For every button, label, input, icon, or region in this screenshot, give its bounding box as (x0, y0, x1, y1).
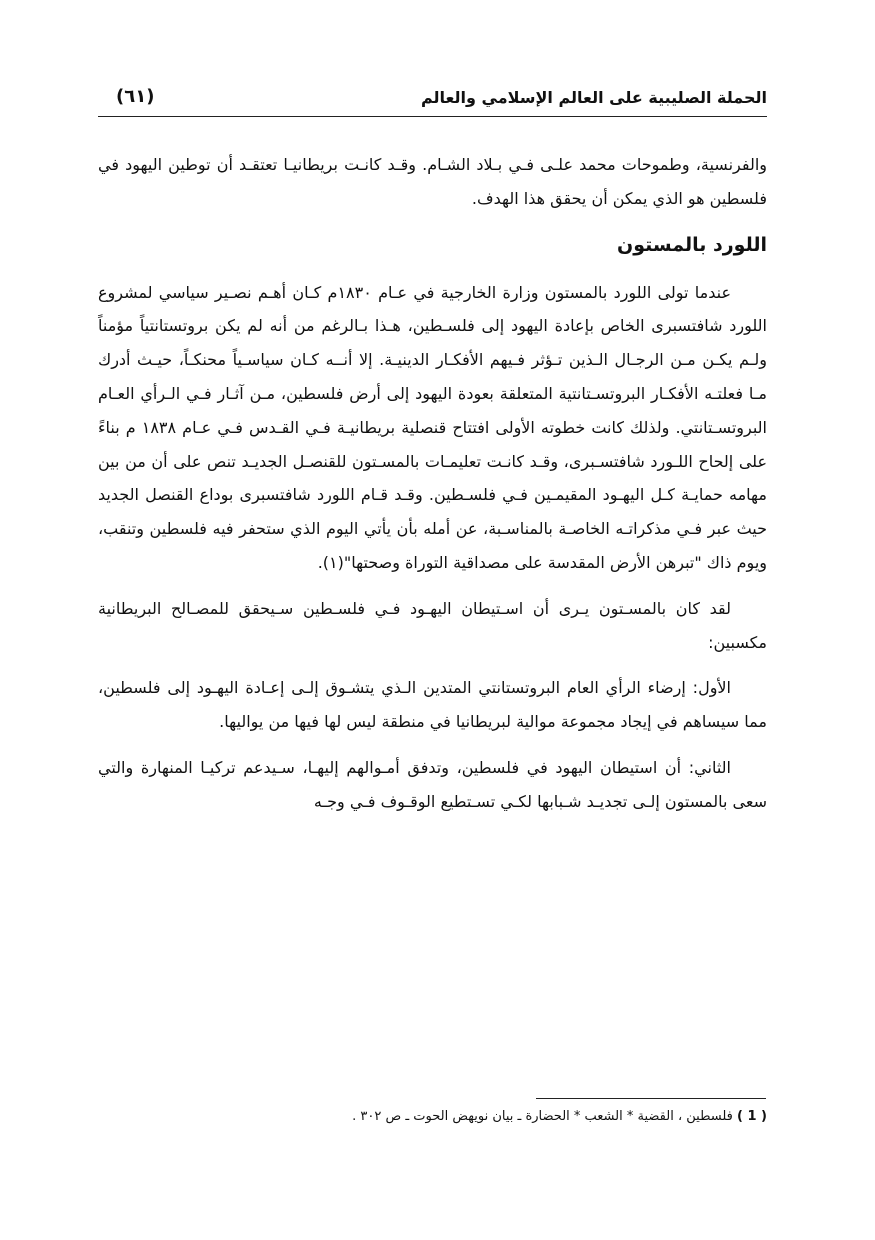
footnote-marker: ( 1 ) (737, 1109, 767, 1124)
paragraph-first-gain: الأول: إرضاء الرأي العام البروتستانتي المتدين الـذي يتشـوق إلـى إعـادة اليهـود إلى فلسطين، مما سيساهم في إيجاد مجموعة موالية لبريطانيا في منطقة ليس لها فيها من يواليها. (98, 678, 767, 732)
section-heading: اللورد بالمستون (617, 233, 767, 256)
paragraph-second-gain: الثاني: أن استيطان اليهود في فلسطين، وتدفق أمـوالهم إليهـا، سـيدعم تركيـا المنهارة والتي سعى بالمستون إلـى تجديـد شـبابها لكـي تسـتطيع الوقـوف فـي وجـه (98, 757, 767, 811)
footnote-divider (536, 1098, 766, 1099)
paragraph-palmerston-intro: عندما تولى اللورد بالمستون وزارة الخارجية في عـام ١٨٣٠م كـان أهـم نصـير سياسي لمشروع اللورد شافتسبرى الخاص بإعادة اليهود إلى فلسـطين، هـذا بـالرغم من أنه لم يكن بروتستانتياً مؤمناً ولـم يكـن مـن الرجـال الـذين تـؤثر فـيهم الأفكـار الدينيـة. إلا أنــه كـان سياسـياً محنكـاً، حيـث أدرك مـا فعلتـه الأفكـار البروتسـتانتية المتعلقة بعودة اليهود إلى أرض فلسطين، مـن آثـار فـي الـرأي العـام البروتسـتانتي. ولذلك كانت خطوته الأولى افتتاح قنصلية بريطانيـة فـي القـدس فـي عـام ١٨٣٨ م بناءً على إلحاح اللـورد شافتسـبرى، وقـد كانـت تعليمـات بالمسـتون للقنصـل الجديـد تنص على أن من بين مهامه حمايـة كـل اليهـود المقيمـين فـي فلسـطين. وقـد قـام اللورد شافتسبرى بوداع القنصل الجديد حيث عبر فـي مذكراتـه الخاصـة بالمناسـبة، عن أمله بأن يأتي اليوم الذي ستحفر فيه فلسطين وتنقب، ويوم ذاك "تبرهن الأرض المقدسة على مصداقية التوراة وصحتها"(١). (98, 282, 767, 572)
paragraph-continuation: والفرنسية، وطموحات محمد علـى فـي بـلاد الشـام. وقـد كانـت بريطانيـا تعتقـد أن توطين اليهود في فلسطين هو الذي يمكن أن يحقق هذا الهدف. (98, 155, 767, 208)
footnote-text: فلسطين ، القضية * الشعب * الحضارة ـ بيان نويهض الحوت ـ ص ٣٠٢ . (352, 1109, 733, 1124)
page-number: (٦١) (116, 86, 155, 107)
main-text (98, 148, 767, 831)
page-header (98, 86, 767, 117)
running-title: الحملة الصليبية على العالم الإسلامي والعالم (420, 88, 767, 107)
paragraph-two-gains: لقد كان بالمسـتون يـرى أن اسـتيطان اليهـود فـي فلسـطين سـيحقق للمصـالح البريطانية مكسبين: (98, 598, 767, 652)
footnote (98, 1107, 767, 1127)
